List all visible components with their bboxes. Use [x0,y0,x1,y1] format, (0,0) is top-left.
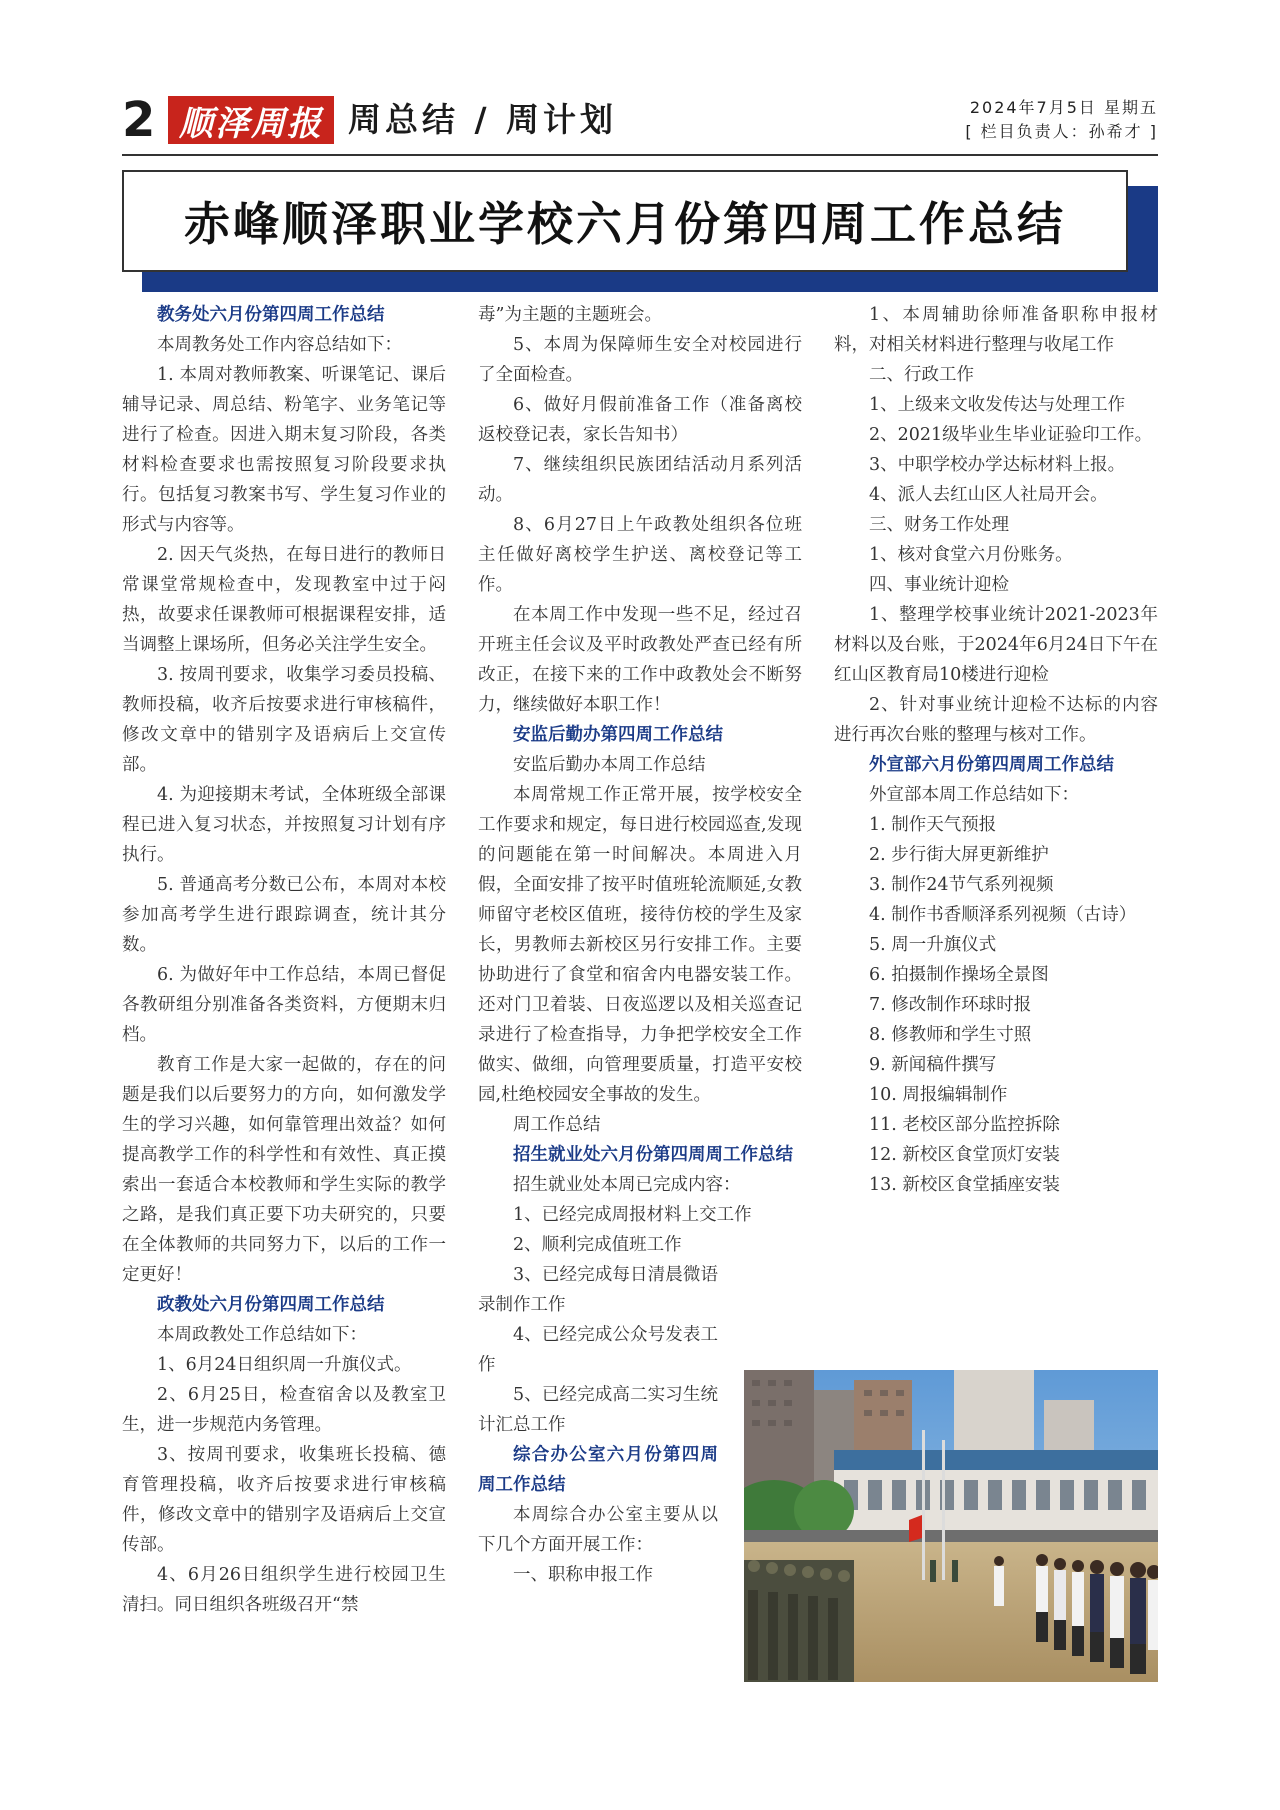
paragraph: 2. 因天气炎热，在每日进行的教师日常课堂常规检查中，发现教室中过于闷热，故要求任课教师可根据课程安排，适当调整上课场所，但务必关注学生安全。 [122,545,446,655]
paragraph: 四、事业统计迎检 [869,575,1009,595]
paragraph: 4、6月26日组织学生进行校园卫生清扫。同日组织各班级召开“禁 [122,1565,446,1615]
paragraph: 5. 普通高考分数已公布，本周对本校参加高考学生进行跟踪调查，统计其分数。 [122,875,446,955]
list-item: 2. 步行街大屏更新维护 [869,845,1049,865]
paragraph: 8、6月27日上午政教处组织各位班主任做好离校学生护送、离校登记等工作。 [478,515,802,595]
article-title: 赤峰顺泽职业学校六月份第四周工作总结 [184,197,1066,251]
list-item: 12. 新校区食堂顶灯安装 [869,1145,1060,1165]
paragraph: 招生就业处本周已完成内容： [513,1175,741,1195]
section-heading: 政教处六月份第四周工作总结 [157,1295,385,1315]
list-item: 4. 制作书香顺泽系列视频（古诗） [869,905,1137,925]
paragraph: 2、顺利完成值班工作 [513,1235,682,1255]
paragraph: 1、本周辅助徐师准备职称申报材料，对相关材料进行整理与收尾工作 [834,305,1158,355]
section-heading: 外宣部六月份第四周周工作总结 [869,755,1114,775]
paragraph: 6. 为做好年中工作总结，本周已督促各教研组分别准备各类资料，方便期末归档。 [122,965,446,1045]
paragraph: 教育工作是大家一起做的，存在的问题是我们以后要努力的方向，如何激发学生的学习兴趣，如何靠管理出效益？如何提高教学工作的科学性和有效性、真正摸索出一套适合本校教师和学生实际的教学之路，是我们真正要下功夫研究的，只要在全体教师的共同努力下，以后的工作一定更好！ [122,1055,446,1285]
title-box [122,170,1128,272]
section-heading: 招生就业处六月份第四周周工作总结 [513,1145,793,1165]
flag-raising-ceremony-photo [744,1370,1158,1682]
section-heading: 安监后勤办第四周工作总结 [513,725,723,745]
paragraph: 二、行政工作 [869,365,974,385]
paragraph: 外宣部本周工作总结如下： [869,785,1079,805]
paragraph: 1、已经完成周报材料上交工作 [513,1205,752,1225]
paragraph: 本周教务处工作内容总结如下： [157,335,402,355]
list-item: 7. 修改制作环球时报 [869,995,1032,1015]
paragraph: 在本周工作中发现一些不足，经过召开班主任会议及平时政教处严查已经有所改正，在接下来的工作中政教处会不断努力，继续做好本职工作！ [478,605,802,715]
issue-date: 2024年7月5日 星期五 [969,98,1158,117]
paragraph: 4. 为迎接期末考试，全体班级全部课程已进入复习状态，并按照复习计划有序执行。 [122,785,446,865]
paragraph: 三、财务工作处理 [869,515,1009,535]
section-heading: 综合办公室六月份第四周周工作总结 [478,1445,718,1495]
header-rule [122,154,1158,156]
paragraph: 3、按周刊要求，收集班长投稿、德育管理投稿，收齐后按要求进行审核稿件，修改文章中的错别字及语病后上交宣传部。 [122,1445,446,1555]
paragraph: 1. 本周对教师教案、听课笔记、课后辅导记录、周总结、粉笔字、业务笔记等进行了检查。因进入期末复习阶段，各类材料检查要求也需按照复习阶段要求执行。包括复习教案书写、学生复习作业的形式与内容等。 [122,365,446,535]
paragraph: 1、整理学校事业统计2021-2023年材料以及台账，于2024年6月24日下午在红山区教育局10楼进行迎检 [834,605,1158,685]
list-item: 3. 制作24节气系列视频 [869,875,1054,895]
paragraph: 本周常规工作正常开展，按学校安全工作要求和规定，每日进行校园巡查,发现的问题能在第一时间解决。本周进入月假，全面安排了按平时值班轮流顺延,女教师留守老校区值班，接待仿校的学生及家长，男教师去新校区另行安排工作。主要协助进行了食堂和宿舍内电器安装工作。还对门卫着装、日夜巡逻以及相关巡查记录进行了检查指导，力争把学校安全工作做实、做细，向管理要质量，打造平安校园,杜绝校园安全事故的发生。 [478,785,802,1105]
paragraph: 一、职称申报工作 [513,1565,653,1585]
list-item: 11. 老校区部分监控拆除 [869,1115,1060,1135]
paragraph: 1、上级来文收发传达与处理工作 [869,395,1126,415]
list-item: 5. 周一升旗仪式 [869,935,997,955]
paragraph: 4、已经完成公众号发表工作 [478,1325,718,1375]
paragraph: 本周政教处工作总结如下： [157,1325,367,1345]
column-3 [834,300,1158,1200]
list-item: 1. 制作天气预报 [869,815,997,835]
page-number: 2 [122,92,156,148]
section-heading: 教务处六月份第四周工作总结 [157,305,385,325]
paragraph: 3、已经完成每日清晨微语录制作工作 [478,1265,718,1315]
paragraph: 2、针对事业统计迎检不达标的内容进行再次台账的整理与核对工作。 [834,695,1158,745]
paragraph: 6、做好月假前准备工作（准备离校返校登记表，家长告知书） [478,395,802,445]
paragraph: 3、中职学校办学达标材料上报。 [869,455,1126,475]
paragraph: 1、核对食堂六月份账务。 [869,545,1073,565]
section-title: 周总结 / 周计划 [348,100,618,139]
paragraph: 5、已经完成高二实习生统计汇总工作 [478,1385,718,1435]
list-item: 8. 修教师和学生寸照 [869,1025,1032,1045]
column-editor: [ 栏目负责人：孙希才 ] [965,122,1158,141]
list-item: 9. 新闻稿件撰写 [869,1055,997,1075]
paragraph: 4、派人去红山区人社局开会。 [869,485,1108,505]
paragraph: 毒”为主题的主题班会。 [478,305,662,325]
paragraph: 安监后勤办本周工作总结 [513,755,706,775]
paragraph: 3. 按周刊要求，收集学习委员投稿、教师投稿，收齐后按要求进行审核稿件，修改文章中的错别字及语病后上交宣传部。 [122,665,446,775]
paragraph: 周工作总结 [513,1115,601,1135]
list-item: 10. 周报编辑制作 [869,1085,1008,1105]
masthead-logo: 顺泽周报 [168,96,334,144]
list-item: 13. 新校区食堂插座安装 [869,1175,1060,1195]
list-item: 6. 拍摄制作操场全景图 [869,965,1049,985]
paragraph: 本周综合办公室主要从以下几个方面开展工作： [478,1505,718,1555]
paragraph: 2、6月25日，检查宿舍以及教室卫生，进一步规范内务管理。 [122,1385,446,1435]
column-1 [122,300,446,1620]
paragraph: 7、继续组织民族团结活动月系列活动。 [478,455,802,505]
paragraph: 5、本周为保障师生安全对校园进行了全面检查。 [478,335,802,385]
paragraph: 2、2021级毕业生毕业证验印工作。 [869,425,1153,445]
paragraph: 1、6月24日组织周一升旗仪式。 [157,1355,412,1375]
